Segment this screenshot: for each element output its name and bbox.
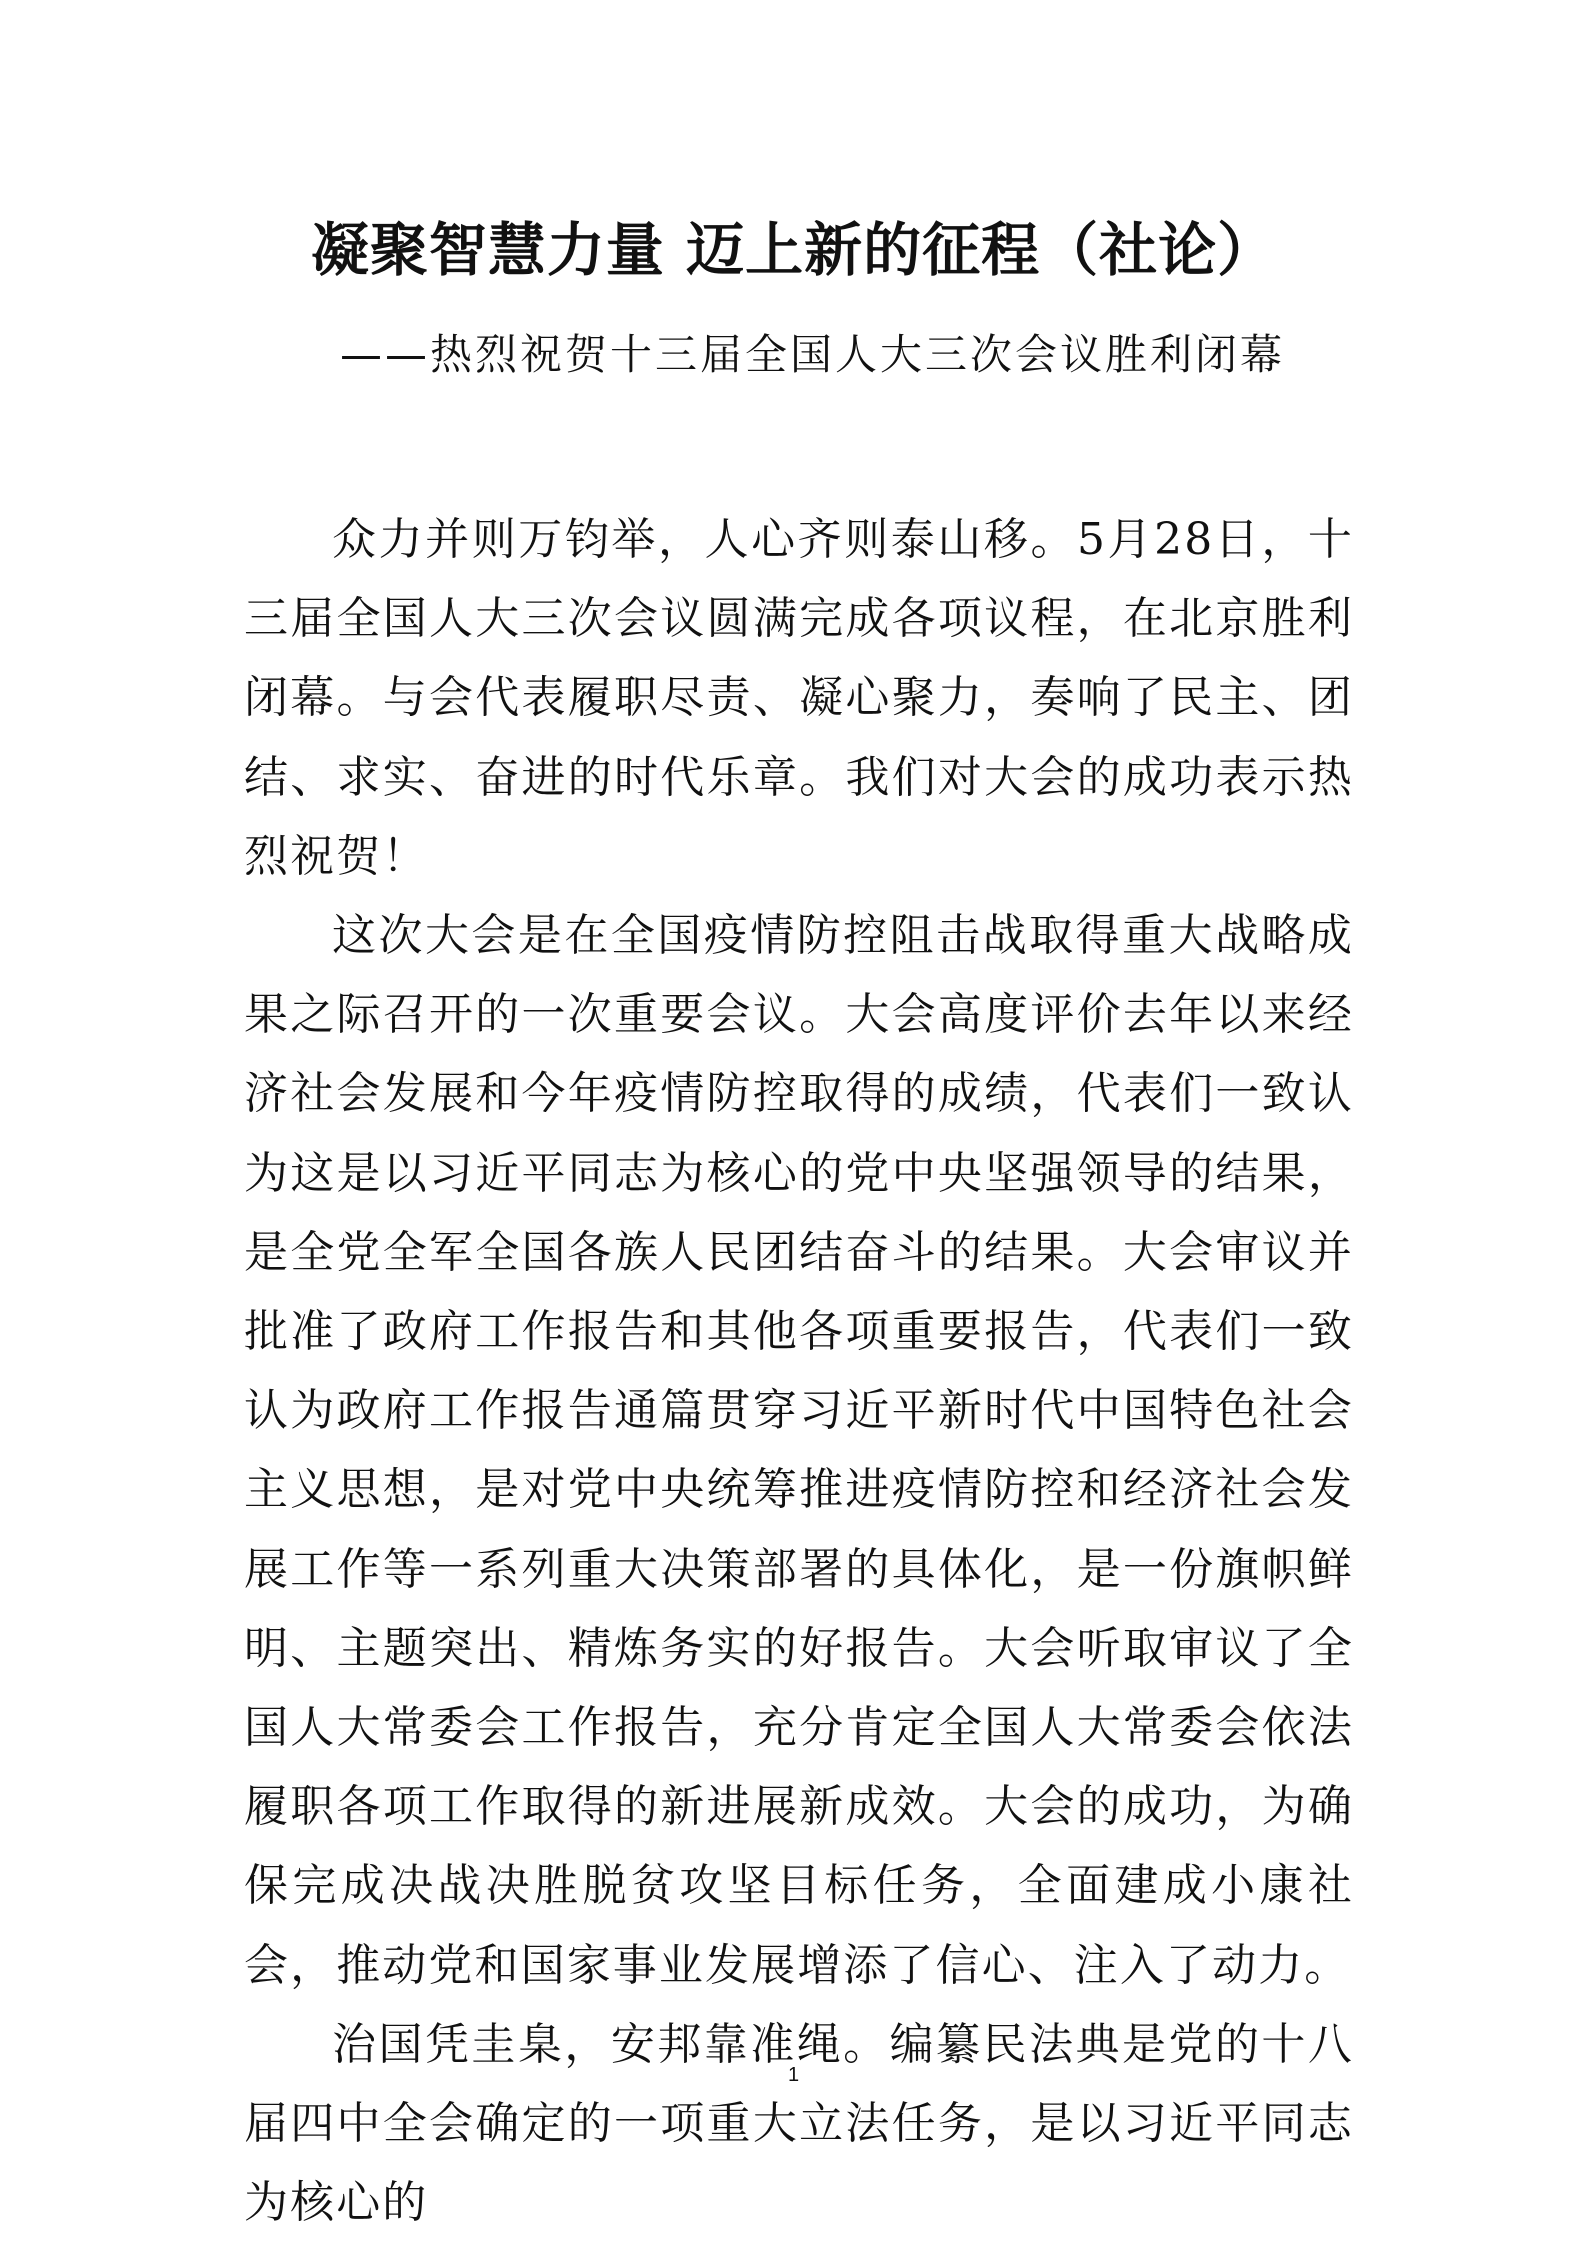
article-subtitle: ——热烈祝贺十三届全国人大三次会议胜利闭幕 [340, 330, 1286, 379]
article-body [244, 500, 1354, 2242]
article-title: 凝聚智慧力量 迈上新的征程（社论） [310, 216, 1277, 284]
page-number: 1 [787, 2064, 800, 2086]
paragraph: 治国凭圭臬，安邦靠准绳。编纂民法典是党的十八届四中全会确定的一项重大立法任务，是以习近平同志为核心的 [244, 2018, 1354, 2229]
paragraph: 这次大会是在全国疫情防控阻击战取得重大战略成果之际召开的一次重要会议。大会高度评价去年以来经济社会发展和今年疫情防控取得的成绩，代表们一致认为这是以习近平同志为核心的党中央坚强领导的结果，是全党全军全国各族人民团结奋斗的结果。大会审议并批准了政府工作报告和其他各项重要报告，代表们一致认为政府工作报告通篇贯穿习近平新时代中国特色社会主义思想，是对党中央统筹推进疫情防控和经济社会发展工作等一系列重大决策部署的具体化，是一份旗帜鲜明、主题突出、精炼务实的好报告。大会听取审议了全国人大常委会工作报告，充分肯定全国人大常委会依法履职各项工作取得的新进展新成效。大会的成功，为确保完成决战决胜脱贫攻坚目标任务，全面建成小康社会，推动党和国家事业发展增添了信心、注入了动力。 [244, 910, 1354, 1991]
paragraph: 众力并则万钧举，人心齐则泰山移。5月28日，十三届全国人大三次会议圆满完成各项议程，在北京胜利闭幕。与会代表履职尽责、凝心聚力，奏响了民主、团结、求实、奋进的时代乐章。我们对大会的成功表示热烈祝贺！ [244, 514, 1354, 882]
